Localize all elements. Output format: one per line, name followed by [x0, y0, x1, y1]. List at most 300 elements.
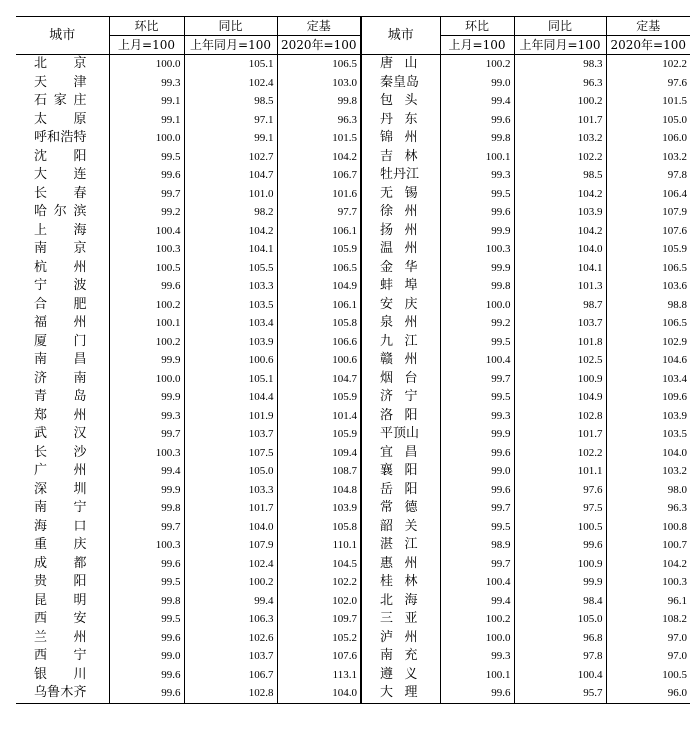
- header-mom-left: 环比: [109, 17, 184, 36]
- mom-value-left: 99.9: [109, 351, 184, 370]
- yoy-value-right: 102.2: [514, 148, 606, 167]
- yoy-value-right: 102.8: [514, 407, 606, 426]
- fixed-value-right: 102.9: [606, 333, 690, 352]
- city-name-right: 锦州: [361, 129, 440, 148]
- mom-value-left: 99.5: [109, 573, 184, 592]
- yoy-value-right: 103.7: [514, 314, 606, 333]
- header-yoy-left: 同比: [184, 17, 277, 36]
- fixed-value-right: 103.4: [606, 370, 690, 389]
- yoy-value-left: 101.0: [184, 185, 277, 204]
- table-row: [16, 407, 690, 426]
- mom-value-left: 100.0: [109, 55, 184, 74]
- mom-value-left: 100.3: [109, 444, 184, 463]
- city-name-left: 银川: [34, 666, 87, 682]
- table-row: [16, 148, 690, 167]
- mom-value-right: 99.3: [440, 166, 514, 185]
- mom-value-right: 99.9: [440, 222, 514, 241]
- yoy-value-left: 101.9: [184, 407, 277, 426]
- city-name-left: 南昌: [34, 352, 87, 368]
- yoy-value-left: 104.4: [184, 388, 277, 407]
- fixed-value-right: 100.8: [606, 518, 690, 537]
- city-name-right: 惠州: [361, 555, 440, 574]
- fixed-value-left: 104.5: [277, 555, 361, 574]
- fixed-value-right: 101.5: [606, 92, 690, 111]
- yoy-value-left: 98.5: [184, 92, 277, 111]
- city-name-left: 兰州: [34, 629, 87, 645]
- table-row: [16, 333, 690, 352]
- table-row: [16, 481, 690, 500]
- header-fixed-left: 定基: [277, 17, 361, 36]
- mom-value-left: 99.9: [109, 481, 184, 500]
- table-body: [16, 55, 690, 704]
- yoy-value-left: 98.2: [184, 203, 277, 222]
- mom-value-right: 99.6: [440, 444, 514, 463]
- yoy-value-right: 99.6: [514, 536, 606, 555]
- yoy-value-right: 104.9: [514, 388, 606, 407]
- fixed-value-left: 104.9: [277, 277, 361, 296]
- city-name-left: 天津: [34, 74, 87, 90]
- fixed-value-left: 106.5: [277, 259, 361, 278]
- fixed-value-left: 104.8: [277, 481, 361, 500]
- fixed-value-right: 100.7: [606, 536, 690, 555]
- mom-value-right: 99.4: [440, 592, 514, 611]
- table-row: [16, 240, 690, 259]
- fixed-value-right: 97.0: [606, 647, 690, 666]
- city-name-right: 安庆: [361, 296, 440, 315]
- fixed-value-right: 106.5: [606, 314, 690, 333]
- mom-value-left: 99.6: [109, 277, 184, 296]
- fixed-value-right: 108.2: [606, 610, 690, 629]
- fixed-value-left: 106.1: [277, 296, 361, 315]
- yoy-value-left: 103.7: [184, 647, 277, 666]
- yoy-value-right: 103.9: [514, 203, 606, 222]
- fixed-value-left: 107.6: [277, 647, 361, 666]
- yoy-value-right: 104.2: [514, 185, 606, 204]
- yoy-value-left: 102.4: [184, 555, 277, 574]
- yoy-value-right: 100.4: [514, 666, 606, 685]
- fixed-value-right: 109.6: [606, 388, 690, 407]
- table-row: [16, 222, 690, 241]
- mom-value-left: 99.6: [109, 666, 184, 685]
- fixed-value-right: 96.0: [606, 684, 690, 703]
- city-name-right: 赣州: [361, 351, 440, 370]
- yoy-value-right: 95.7: [514, 684, 606, 703]
- yoy-value-right: 104.1: [514, 259, 606, 278]
- mom-value-left: 99.6: [109, 166, 184, 185]
- city-name-left: 南京: [34, 241, 87, 257]
- city-name-right: 南充: [361, 647, 440, 666]
- header-fixed-base-right: 2020年=100: [606, 36, 690, 55]
- yoy-value-right: 104.0: [514, 240, 606, 259]
- mom-value-left: 100.5: [109, 259, 184, 278]
- mom-value-right: 99.6: [440, 684, 514, 703]
- header-city-left: 城市: [16, 17, 109, 55]
- yoy-value-left: 102.8: [184, 684, 277, 703]
- fixed-value-right: 104.2: [606, 555, 690, 574]
- yoy-value-left: 106.3: [184, 610, 277, 629]
- city-name-right: 秦皇岛: [361, 74, 440, 93]
- city-name-right: 包头: [361, 92, 440, 111]
- mom-value-right: 99.5: [440, 185, 514, 204]
- city-name-left: 上海: [34, 222, 87, 238]
- yoy-value-right: 105.0: [514, 610, 606, 629]
- fixed-value-left: 97.7: [277, 203, 361, 222]
- mom-value-right: 100.0: [440, 296, 514, 315]
- yoy-value-right: 100.5: [514, 518, 606, 537]
- yoy-value-right: 97.5: [514, 499, 606, 518]
- mom-value-right: 99.0: [440, 74, 514, 93]
- yoy-value-left: 100.6: [184, 351, 277, 370]
- yoy-value-right: 102.5: [514, 351, 606, 370]
- fixed-value-right: 96.1: [606, 592, 690, 611]
- city-name-left: 南宁: [34, 500, 87, 516]
- city-name-right: 济宁: [361, 388, 440, 407]
- table-row: [16, 314, 690, 333]
- city-name-right: 大理: [361, 684, 440, 703]
- table-row: [16, 462, 690, 481]
- yoy-value-left: 106.7: [184, 666, 277, 685]
- city-name-right: 丹东: [361, 111, 440, 130]
- table-row: [16, 259, 690, 278]
- mom-value-right: 99.6: [440, 203, 514, 222]
- mom-value-left: 99.2: [109, 203, 184, 222]
- city-name-right: 桂林: [361, 573, 440, 592]
- fixed-value-right: 100.5: [606, 666, 690, 685]
- table-header: [16, 17, 690, 55]
- city-name-left: 海口: [34, 518, 87, 534]
- yoy-value-left: 107.5: [184, 444, 277, 463]
- fixed-value-left: 103.0: [277, 74, 361, 93]
- fixed-value-right: 97.8: [606, 166, 690, 185]
- mom-value-left: 99.6: [109, 555, 184, 574]
- fixed-value-left: 96.3: [277, 111, 361, 130]
- yoy-value-left: 103.5: [184, 296, 277, 315]
- table-row: [16, 555, 690, 574]
- fixed-value-left: 100.6: [277, 351, 361, 370]
- fixed-value-left: 101.5: [277, 129, 361, 148]
- mom-value-right: 100.1: [440, 666, 514, 685]
- table-row: [16, 92, 690, 111]
- mom-value-left: 100.0: [109, 370, 184, 389]
- mom-value-right: 99.2: [440, 314, 514, 333]
- table-row: [16, 185, 690, 204]
- city-name-left: 西宁: [34, 648, 87, 664]
- table-row: [16, 425, 690, 444]
- fixed-value-right: 106.4: [606, 185, 690, 204]
- mom-value-left: 99.6: [109, 629, 184, 648]
- fixed-value-right: 103.6: [606, 277, 690, 296]
- fixed-value-left: 104.0: [277, 684, 361, 703]
- table-row: [16, 351, 690, 370]
- yoy-value-left: 104.7: [184, 166, 277, 185]
- city-name-left: 合肥: [34, 296, 87, 312]
- city-name-left: 太原: [34, 111, 87, 127]
- yoy-value-left: 103.7: [184, 425, 277, 444]
- fixed-value-left: 106.6: [277, 333, 361, 352]
- header-mom-base-right: 上月=100: [440, 36, 514, 55]
- city-name-right: 北海: [361, 592, 440, 611]
- yoy-value-right: 98.3: [514, 55, 606, 74]
- table-row: [16, 666, 690, 685]
- fixed-value-left: 105.9: [277, 240, 361, 259]
- fixed-value-left: 102.2: [277, 573, 361, 592]
- yoy-value-left: 104.0: [184, 518, 277, 537]
- mom-value-left: 99.8: [109, 499, 184, 518]
- yoy-value-left: 103.9: [184, 333, 277, 352]
- fixed-value-right: 97.6: [606, 74, 690, 93]
- mom-value-left: 99.4: [109, 462, 184, 481]
- yoy-value-right: 96.3: [514, 74, 606, 93]
- table-row: [16, 55, 690, 74]
- mom-value-left: 99.0: [109, 647, 184, 666]
- city-name-right: 宜昌: [361, 444, 440, 463]
- city-name-right: 无锡: [361, 185, 440, 204]
- yoy-value-right: 100.2: [514, 92, 606, 111]
- yoy-value-right: 103.2: [514, 129, 606, 148]
- table-row: [16, 573, 690, 592]
- fixed-value-right: 100.3: [606, 573, 690, 592]
- yoy-value-left: 105.5: [184, 259, 277, 278]
- yoy-value-left: 107.9: [184, 536, 277, 555]
- fixed-value-right: 103.2: [606, 462, 690, 481]
- header-yoy-right: 同比: [514, 17, 606, 36]
- yoy-value-right: 102.2: [514, 444, 606, 463]
- table-row: [16, 203, 690, 222]
- fixed-value-left: 105.9: [277, 425, 361, 444]
- mom-value-right: 99.8: [440, 129, 514, 148]
- city-name-left: 乌鲁木齐: [34, 685, 87, 701]
- fixed-value-left: 109.7: [277, 610, 361, 629]
- table-row: [16, 296, 690, 315]
- city-name-right: 九江: [361, 333, 440, 352]
- mom-value-left: 100.0: [109, 129, 184, 148]
- city-name-right: 韶关: [361, 518, 440, 537]
- mom-value-left: 99.7: [109, 425, 184, 444]
- mom-value-left: 100.3: [109, 536, 184, 555]
- fixed-value-right: 106.0: [606, 129, 690, 148]
- yoy-value-right: 97.8: [514, 647, 606, 666]
- city-name-right: 平顶山: [361, 425, 440, 444]
- mom-value-left: 99.7: [109, 518, 184, 537]
- table-row: [16, 647, 690, 666]
- table-row: [16, 518, 690, 537]
- city-name-left: 长春: [34, 185, 87, 201]
- city-name-left: 沈阳: [34, 148, 87, 164]
- fixed-value-right: 103.2: [606, 148, 690, 167]
- mom-value-right: 99.9: [440, 259, 514, 278]
- yoy-value-left: 105.1: [184, 370, 277, 389]
- yoy-value-right: 100.9: [514, 555, 606, 574]
- mom-value-right: 100.2: [440, 55, 514, 74]
- mom-value-right: 99.9: [440, 425, 514, 444]
- city-name-left: 厦门: [34, 333, 87, 349]
- city-name-left: 长沙: [34, 444, 87, 460]
- yoy-value-right: 96.8: [514, 629, 606, 648]
- mom-value-right: 100.4: [440, 573, 514, 592]
- city-name-right: 吉林: [361, 148, 440, 167]
- fixed-value-left: 103.9: [277, 499, 361, 518]
- mom-value-right: 100.3: [440, 240, 514, 259]
- mom-value-left: 99.5: [109, 148, 184, 167]
- yoy-value-left: 99.1: [184, 129, 277, 148]
- city-name-right: 烟台: [361, 370, 440, 389]
- fixed-value-left: 105.8: [277, 518, 361, 537]
- yoy-value-right: 100.9: [514, 370, 606, 389]
- mom-value-left: 99.1: [109, 92, 184, 111]
- yoy-value-right: 101.1: [514, 462, 606, 481]
- city-name-right: 泉州: [361, 314, 440, 333]
- table-row: [16, 166, 690, 185]
- yoy-value-left: 102.7: [184, 148, 277, 167]
- city-name-right: 湛江: [361, 536, 440, 555]
- city-name-left: 哈尔滨: [34, 204, 87, 220]
- table-row: [16, 388, 690, 407]
- mom-value-right: 99.4: [440, 92, 514, 111]
- yoy-value-right: 101.7: [514, 425, 606, 444]
- fixed-value-right: 105.9: [606, 240, 690, 259]
- yoy-value-right: 98.7: [514, 296, 606, 315]
- city-name-left: 广州: [34, 463, 87, 479]
- table-row: [16, 592, 690, 611]
- yoy-value-left: 103.3: [184, 277, 277, 296]
- mom-value-right: 99.5: [440, 388, 514, 407]
- fixed-value-right: 103.5: [606, 425, 690, 444]
- city-name-right: 洛阳: [361, 407, 440, 426]
- table-row: [16, 111, 690, 130]
- yoy-value-left: 104.2: [184, 222, 277, 241]
- fixed-value-right: 105.0: [606, 111, 690, 130]
- table-row: [16, 370, 690, 389]
- fixed-value-left: 99.8: [277, 92, 361, 111]
- city-name-left: 重庆: [34, 537, 87, 553]
- fixed-value-left: 106.1: [277, 222, 361, 241]
- city-name-left: 福州: [34, 315, 87, 331]
- fixed-value-right: 104.6: [606, 351, 690, 370]
- mom-value-right: 99.6: [440, 481, 514, 500]
- header-fixed-base-left: 2020年=100: [277, 36, 361, 55]
- mom-value-left: 99.3: [109, 407, 184, 426]
- mom-value-left: 99.3: [109, 74, 184, 93]
- yoy-value-left: 105.0: [184, 462, 277, 481]
- table-row: [16, 610, 690, 629]
- yoy-value-left: 101.7: [184, 499, 277, 518]
- table-row: [16, 684, 690, 703]
- mom-value-right: 99.5: [440, 518, 514, 537]
- fixed-value-left: 113.1: [277, 666, 361, 685]
- header-yoy-base-left: 上年同月=100: [184, 36, 277, 55]
- city-name-left: 杭州: [34, 259, 87, 275]
- mom-value-right: 99.7: [440, 499, 514, 518]
- city-name-left: 呼和浩特: [34, 130, 87, 146]
- city-name-left: 西安: [34, 611, 87, 627]
- fixed-value-left: 109.4: [277, 444, 361, 463]
- city-name-left: 宁波: [34, 278, 87, 294]
- fixed-value-left: 105.8: [277, 314, 361, 333]
- city-name-right: 牡丹江: [361, 166, 440, 185]
- table-row: [16, 536, 690, 555]
- fixed-value-right: 104.0: [606, 444, 690, 463]
- city-name-left: 郑州: [34, 407, 87, 423]
- city-name-left: 昆明: [34, 592, 87, 608]
- city-name-left: 武汉: [34, 426, 87, 442]
- city-name-left: 北京: [34, 56, 87, 72]
- mom-value-left: 99.6: [109, 684, 184, 703]
- mom-value-left: 100.2: [109, 296, 184, 315]
- city-name-right: 温州: [361, 240, 440, 259]
- mom-value-right: 99.7: [440, 370, 514, 389]
- mom-value-right: 100.1: [440, 148, 514, 167]
- price-index-table: [16, 16, 690, 704]
- fixed-value-right: 107.6: [606, 222, 690, 241]
- mom-value-right: 100.2: [440, 610, 514, 629]
- mom-value-right: 99.7: [440, 555, 514, 574]
- price-index-table-container: [16, 16, 687, 704]
- city-name-right: 遵义: [361, 666, 440, 685]
- header-mom-right: 环比: [440, 17, 514, 36]
- city-name-left: 石家庄: [34, 93, 87, 109]
- yoy-value-left: 99.4: [184, 592, 277, 611]
- city-name-left: 济南: [34, 370, 87, 386]
- yoy-value-left: 103.4: [184, 314, 277, 333]
- yoy-value-left: 105.1: [184, 55, 277, 74]
- city-name-left: 大连: [34, 167, 87, 183]
- fixed-value-right: 98.0: [606, 481, 690, 500]
- fixed-value-left: 101.4: [277, 407, 361, 426]
- table-row: [16, 74, 690, 93]
- yoy-value-right: 98.5: [514, 166, 606, 185]
- mom-value-left: 99.5: [109, 610, 184, 629]
- yoy-value-right: 101.8: [514, 333, 606, 352]
- yoy-value-right: 101.7: [514, 111, 606, 130]
- fixed-value-right: 98.8: [606, 296, 690, 315]
- fixed-value-right: 96.3: [606, 499, 690, 518]
- city-name-left: 成都: [34, 555, 87, 571]
- fixed-value-left: 106.7: [277, 166, 361, 185]
- fixed-value-left: 102.0: [277, 592, 361, 611]
- yoy-value-right: 98.4: [514, 592, 606, 611]
- fixed-value-left: 105.9: [277, 388, 361, 407]
- yoy-value-right: 99.9: [514, 573, 606, 592]
- mom-value-right: 98.9: [440, 536, 514, 555]
- mom-value-right: 99.0: [440, 462, 514, 481]
- city-name-right: 襄阳: [361, 462, 440, 481]
- mom-value-right: 100.0: [440, 629, 514, 648]
- city-name-right: 岳阳: [361, 481, 440, 500]
- mom-value-left: 99.9: [109, 388, 184, 407]
- city-name-right: 金华: [361, 259, 440, 278]
- header-city-right: 城市: [361, 17, 440, 55]
- fixed-value-left: 110.1: [277, 536, 361, 555]
- header-yoy-base-right: 上年同月=100: [514, 36, 606, 55]
- mom-value-left: 100.2: [109, 333, 184, 352]
- table-row: [16, 629, 690, 648]
- city-name-right: 扬州: [361, 222, 440, 241]
- yoy-value-right: 97.6: [514, 481, 606, 500]
- mom-value-left: 100.4: [109, 222, 184, 241]
- yoy-value-right: 101.3: [514, 277, 606, 296]
- mom-value-right: 99.3: [440, 647, 514, 666]
- fixed-value-left: 105.2: [277, 629, 361, 648]
- mom-value-left: 100.1: [109, 314, 184, 333]
- mom-value-right: 99.8: [440, 277, 514, 296]
- mom-value-right: 99.6: [440, 111, 514, 130]
- fixed-value-left: 104.2: [277, 148, 361, 167]
- mom-value-left: 99.1: [109, 111, 184, 130]
- header-fixed-right: 定基: [606, 17, 690, 36]
- mom-value-left: 100.3: [109, 240, 184, 259]
- city-name-right: 常德: [361, 499, 440, 518]
- mom-value-left: 99.7: [109, 185, 184, 204]
